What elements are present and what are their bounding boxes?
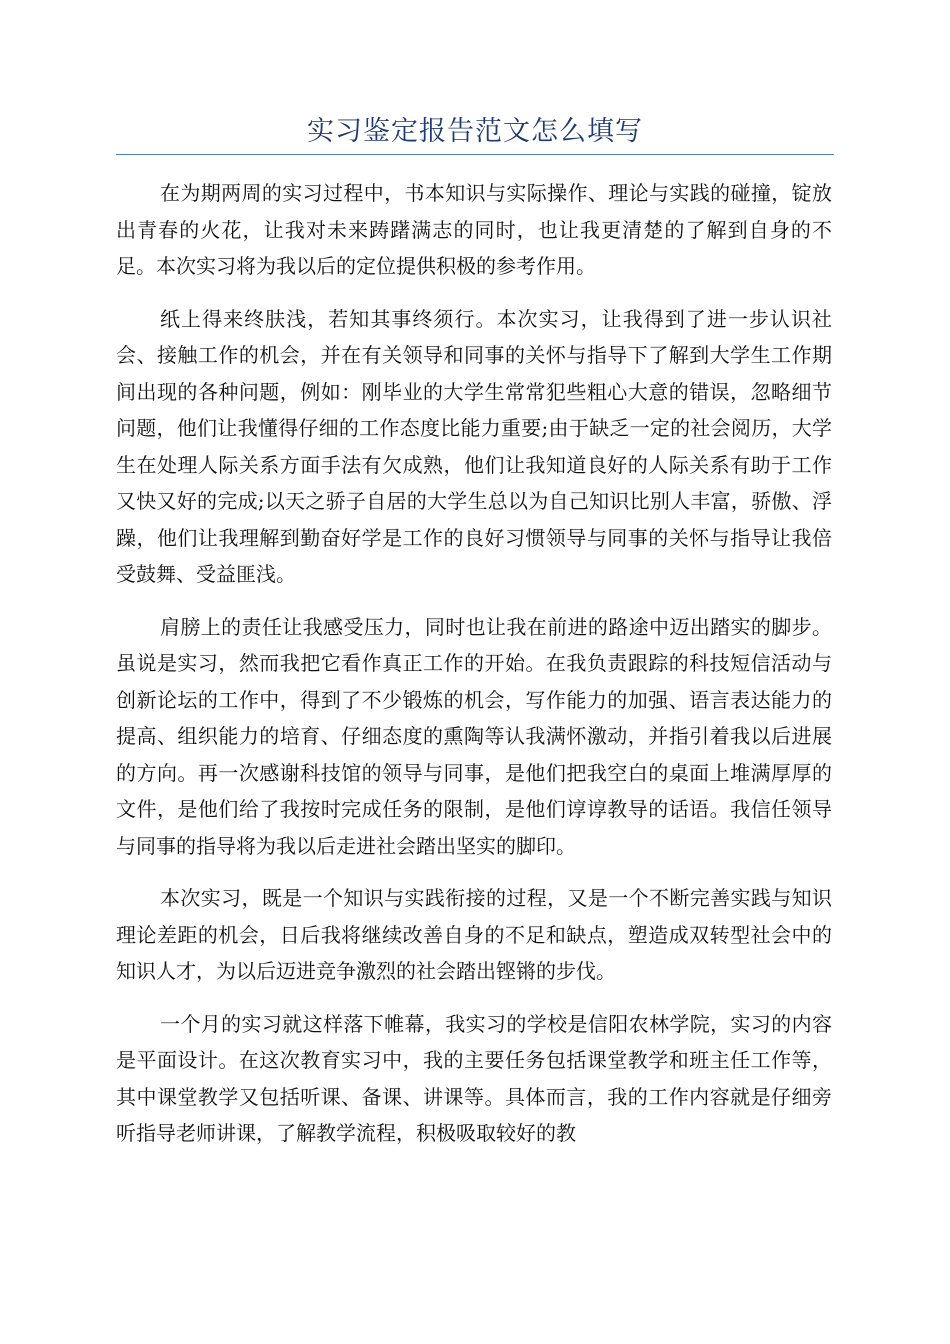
paragraph-5: 一个月的实习就这样落下帷幕，我实习的学校是信阳农林学院，实习的内容是平面设计。在这次教育实习中，我的主要任务包括课堂教学和班主任工作等，其中课堂教学又包括听课、备课、讲课等。具体而言，我的工作内容就是仔细旁听指导老师讲课，了解教学流程，积极吸取较好的教 (116, 1011, 832, 1145)
title-underline (116, 154, 834, 155)
paragraph-1: 在为期两周的实习过程中，书本知识与实际操作、理论与实践的碰撞，锭放出青春的火花，让我对未来踌躇满志的同时，也让我更清楚的了解到自身的不足。本次实习将为我以后的定位提供积极的参考作用。 (116, 181, 832, 278)
document-title: 实习鉴定报告范文怎么填写 (307, 116, 643, 147)
paragraph-2: 纸上得来终肤浅，若知其事终须行。本次实习，让我得到了进一步认识社会、接触工作的机会，并在有关领导和同事的关怀与指导下了解到大学生工作期间出现的各种问题，例如：刚毕业的大学生常常犯些粗心大意的错误，忽略细节问题，他们让我懂得仔细的工作态度比能力重要;由于缺乏一定的社会阅历，大学生在处理人际关系方面手法有欠成熟，他们让我知道良好的人际关系有助于工作又快又好的完成;以天之骄子自居的大学生总以为自己知识比别人丰富，骄傲、浮躁，他们让我理解到勤奋好学是工作的良好习惯领导与同事的关怀与指导让我倍受鼓舞、受益匪浅。 (116, 306, 832, 586)
document-body (116, 175, 832, 1168)
paragraph-4: 本次实习，既是一个知识与实践衔接的过程，又是一个不断完善实践与知识理论差距的机会，日后我将继续改善自身的不足和缺点，塑造成双转型社会中的知识人才，为以后迈进竞争激烈的社会踏出铿锵的步伐。 (116, 886, 832, 983)
paragraph-3: 肩膀上的责任让我感受压力，同时也让我在前进的路途中迈出踏实的脚步。虽说是实习，然而我把它看作真正工作的开始。在我负责跟踪的科技短信活动与创新论坛的工作中，得到了不少锻炼的机会，写作能力的加强、语言表达能力的提高、组织能力的培育、仔细态度的熏陶等认我满怀激动，并指引着我以后进展的方向。再一次感谢科技馆的领导与同事，是他们把我空白的桌面上堆满厚厚的文件，是他们给了我按时完成任务的限制，是他们谆谆教导的话语。我信任领导与同事的指导将为我以后走进社会踏出坚实的脚印。 (116, 614, 832, 858)
